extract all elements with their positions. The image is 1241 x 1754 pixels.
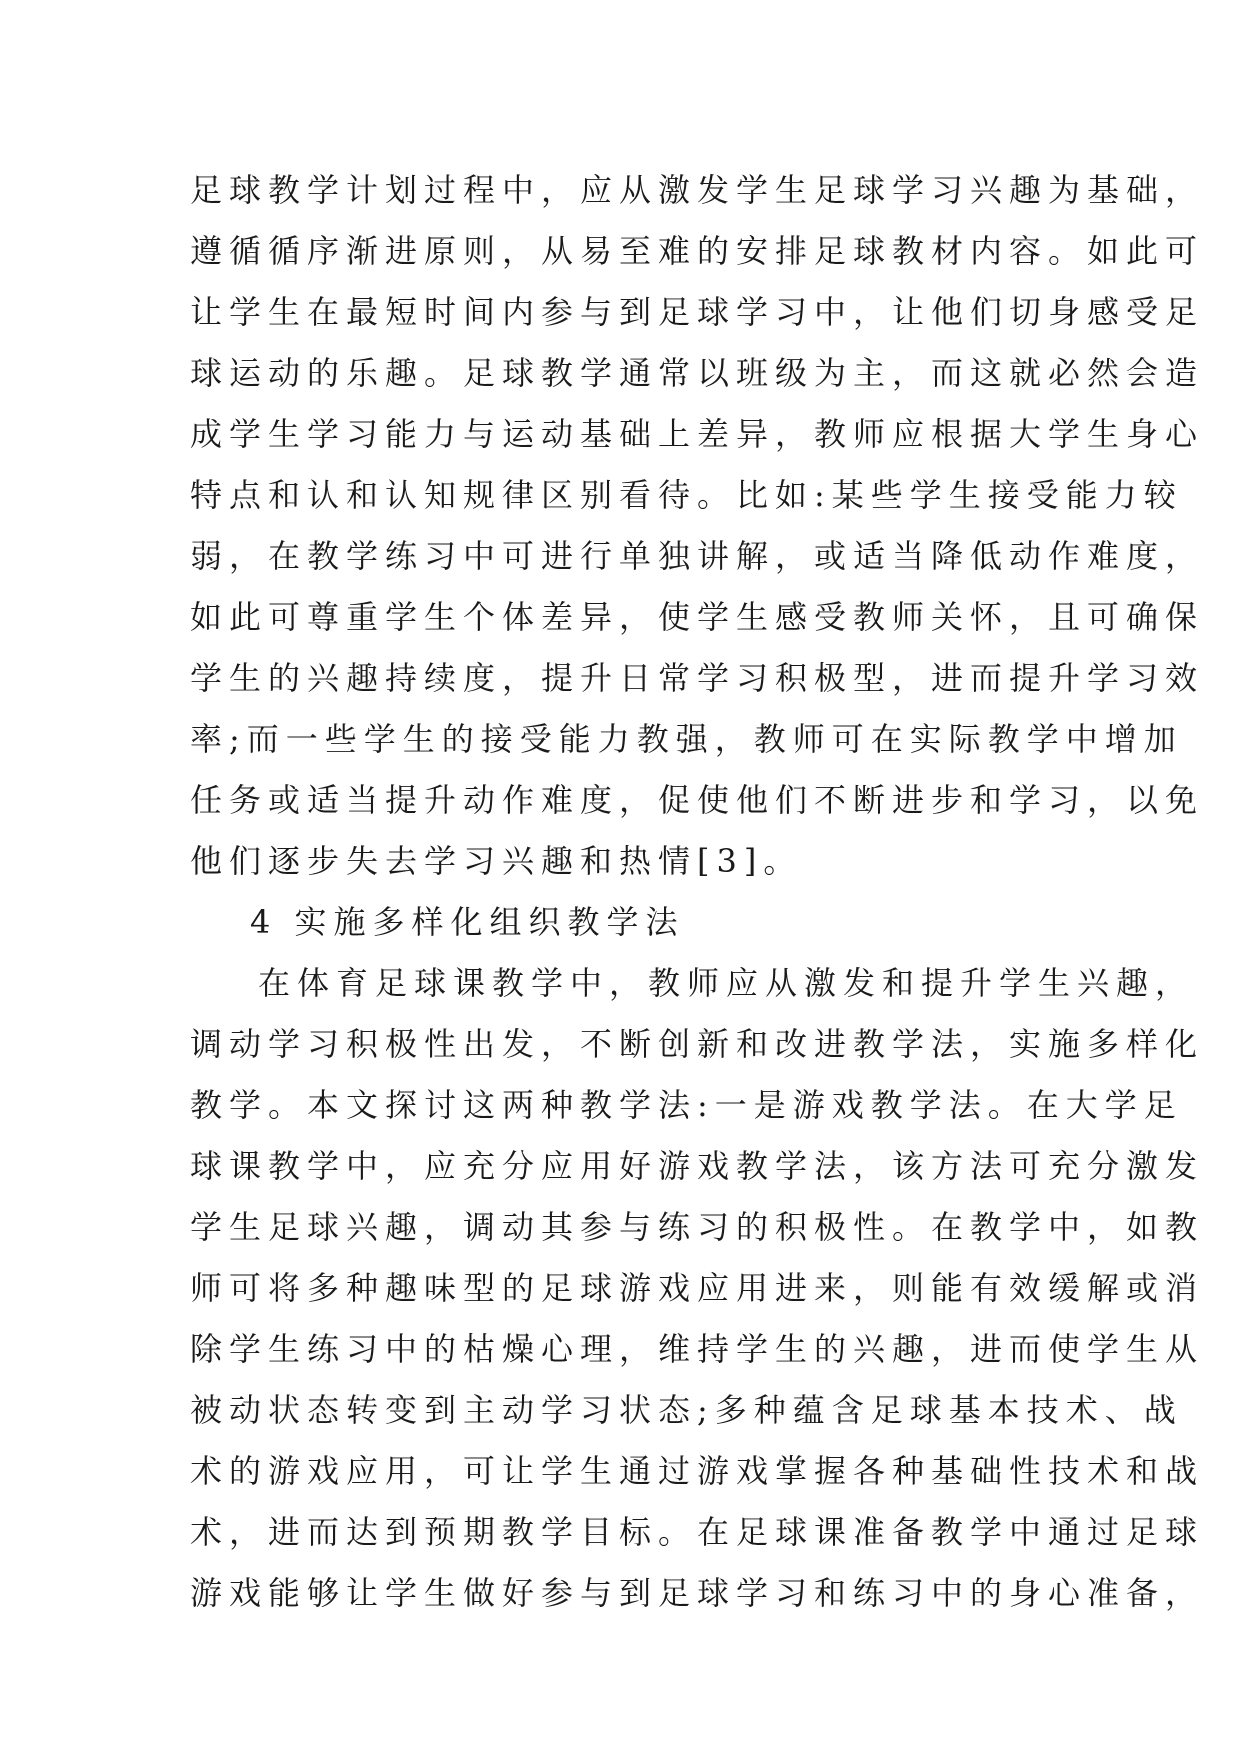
text-line: 师可将多种趣味型的足球游戏应用进来，则能有效缓解或消 [190, 1269, 1205, 1307]
text-line: 特点和认和认知规律区别看待。比如:某些学生接受能力较 [190, 476, 1183, 514]
section-heading: 4 实施多样化组织教学法 [250, 903, 685, 941]
text-line: 足球教学计划过程中，应从激发学生足球学习兴趣为基础， [190, 171, 1205, 209]
text-line: 让学生在最短时间内参与到足球学习中，让他们切身感受足 [190, 293, 1205, 331]
text-line: 球课教学中，应充分应用好游戏教学法，该方法可充分激发 [190, 1147, 1205, 1185]
text-line: 游戏能够让学生做好参与到足球学习和练习中的身心准备， [190, 1574, 1205, 1612]
text-line: 在体育足球课教学中，教师应从激发和提升学生兴趣， [258, 964, 1195, 1002]
text-line: 学生的兴趣持续度，提升日常学习积极型，进而提升学习效 [190, 659, 1205, 697]
text-line: 学生足球兴趣，调动其参与练习的积极性。在教学中，如教 [190, 1208, 1205, 1246]
text-line: 被动状态转变到主动学习状态;多种蕴含足球基本技术、战 [190, 1391, 1183, 1429]
text-line: 球运动的乐趣。足球教学通常以班级为主，而这就必然会造 [190, 354, 1205, 392]
text-line: 术，进而达到预期教学目标。在足球课准备教学中通过足球 [190, 1513, 1205, 1551]
text-line: 他们逐步失去学习兴趣和热情[3]。 [190, 842, 803, 880]
text-line: 任务或适当提升动作难度，促使他们不断进步和学习，以免 [190, 781, 1205, 819]
text-line: 弱，在教学练习中可进行单独讲解，或适当降低动作难度， [190, 537, 1205, 575]
text-line: 教学。本文探讨这两种教学法:一是游戏教学法。在大学足 [190, 1086, 1183, 1124]
text-line: 术的游戏应用，可让学生通过游戏掌握各种基础性技术和战 [190, 1452, 1205, 1490]
text-line: 除学生练习中的枯燥心理，维持学生的兴趣，进而使学生从 [190, 1330, 1205, 1368]
body-text [190, 160, 1205, 1624]
text-line: 率;而一些学生的接受能力教强，教师可在实际教学中增加 [190, 720, 1183, 758]
text-line: 遵循循序渐进原则，从易至难的安排足球教材内容。如此可 [190, 232, 1205, 270]
text-line: 成学生学习能力与运动基础上差异，教师应根据大学生身心 [190, 415, 1205, 453]
text-line: 调动学习积极性出发，不断创新和改进教学法，实施多样化 [190, 1025, 1205, 1063]
text-line: 如此可尊重学生个体差异，使学生感受教师关怀，且可确保 [190, 598, 1205, 636]
